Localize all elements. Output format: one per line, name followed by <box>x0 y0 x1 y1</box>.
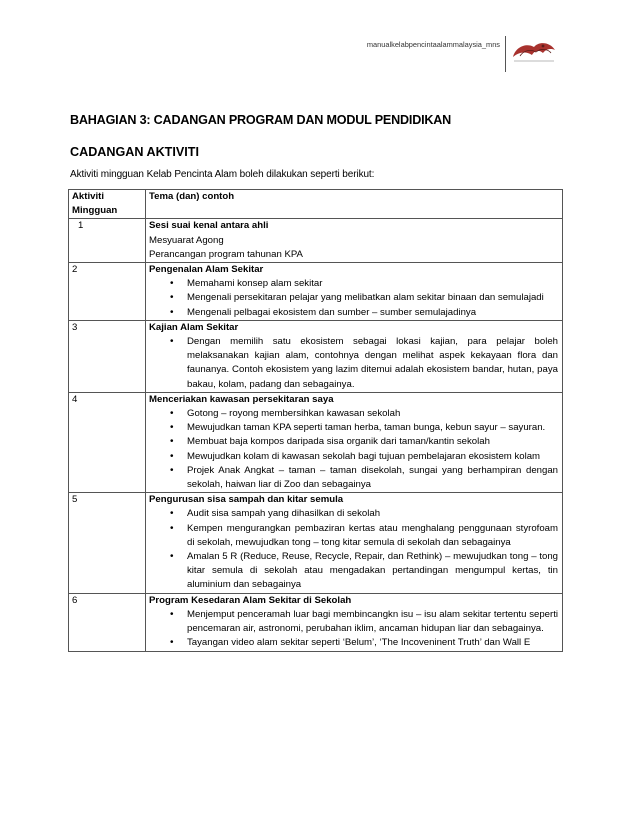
section-title: BAHAGIAN 3: CADANGAN PROGRAM DAN MODUL PENDIDIKAN <box>70 113 452 127</box>
bullet-list <box>149 335 558 392</box>
bullet-item: • Kempen mengurangkan pembaziran kertas atau menghalang penggunaan styrofoam di sekolah, mewujudkan tong – tong kitar semula di sekolah dan sebagainya <box>149 522 558 550</box>
theme-cell <box>146 219 563 263</box>
bullet-item: • Projek Anak Angkat – taman – taman disekolah, sungai yang berhampiran dengan sekolah, haiwan liar di Zoo dan sebagainya <box>149 464 558 492</box>
theme-title: Pengurusan sisa sampah dan kitar semula <box>149 494 344 506</box>
theme-title: Pengenalan Alam Sekitar <box>149 264 264 276</box>
bullet-item: • Mewujudkan kolam di kawasan sekolah bagi tujuan pembelajaran ekosistem kolam <box>149 450 558 464</box>
table-row <box>69 263 563 321</box>
bullet-item: • Membuat baja kompos daripada sisa organik dari taman/kantin sekolah <box>149 435 558 449</box>
header-divider <box>505 36 506 72</box>
header-weekly-activity-line1: Aktiviti <box>72 191 104 202</box>
week-number: 2 <box>69 263 146 321</box>
bullet-item: • Mengenali pelbagai ekosistem dan sumber – sumber semulajadinya <box>149 306 558 320</box>
theme-cell <box>146 320 563 392</box>
bullet-item: • Amalan 5 R (Reduce, Reuse, Recycle, Repair, dan Rethink) – mewujudkan tong – tong kitar semula di sekolah atau mengadakan pertandingan mengumpul kertas, tin aluminium dan sebagainya <box>149 550 558 593</box>
header-source-text: manualkelabpencintaalammalaysia_mns <box>366 40 500 49</box>
activities-table <box>68 189 563 652</box>
theme-title: Program Kesedaran Alam Sekitar di Sekolah <box>149 594 352 606</box>
bullet-list <box>149 608 558 651</box>
bullet-item: • Gotong – royong membersihkan kawasan sekolah <box>149 407 558 421</box>
table-row <box>69 593 563 651</box>
week-number: 5 <box>69 493 146 593</box>
table-row <box>69 493 563 593</box>
table-header-row <box>69 190 563 219</box>
table-body <box>69 219 563 651</box>
bullet-item: • Dengan memilih satu ekosistem sebagai lokasi kajian, para pelajar boleh melaksanakan kajian alam, contohnya dengan melihat aspek kekayaan flora dan faunanya. Contoh ekosistem yang lazim ditemui adalah ekosistem bandar, hutan, paya bakau, kolam, padang dan sebagainya. <box>149 335 558 392</box>
theme-cell <box>146 493 563 593</box>
week-number: 4 <box>69 392 146 492</box>
table-row <box>69 320 563 392</box>
theme-line: Perancangan program tahunan KPA <box>149 248 303 260</box>
sub-title: CADANGAN AKTIVITI <box>70 145 199 159</box>
header-weekly-activity-line2: Mingguan <box>72 205 118 217</box>
bullet-item: • Menjemput penceramah luar bagi membincangkn isu – isu alam sekitar tertentu seperti pencemaran air, astronomi, perubahan iklim, ancaman hidupan liar dan sebagainya. <box>149 608 558 636</box>
table-row <box>69 219 563 263</box>
bullet-item: • Mewujudkan taman KPA seperti taman herba, taman bunga, kebun sayur – sayuran. <box>149 421 558 435</box>
header-weekly-activity <box>69 190 146 219</box>
bullet-item: • Memahami konsep alam sekitar <box>149 277 558 291</box>
bullet-list <box>149 507 558 592</box>
week-number: 3 <box>69 320 146 392</box>
intro-text: Aktiviti mingguan Kelab Pencinta Alam boleh dilakukan seperti berikut: <box>70 169 375 180</box>
bullet-list <box>149 407 558 492</box>
kpa-logo-graphic <box>510 37 558 71</box>
bullet-item: • Tayangan video alam sekitar seperti ‘Belum’, ‘The Incoveninent Truth’ dan Wall E <box>149 636 558 650</box>
theme-title: Menceriakan kawasan persekitaran saya <box>149 393 334 405</box>
bullet-list <box>149 277 558 320</box>
kpa-logo <box>510 37 558 71</box>
header-theme: Tema (dan) contoh <box>146 190 563 219</box>
bullet-item: • Audit sisa sampah yang dihasilkan di sekolah <box>149 507 558 521</box>
week-number: 6 <box>69 593 146 651</box>
theme-cell <box>146 263 563 321</box>
bullet-item: • Mengenali persekitaran pelajar yang melibatkan alam sekitar binaan dan semulajadi <box>149 291 558 305</box>
theme-line: Mesyuarat Agong <box>149 234 224 246</box>
table-row <box>69 392 563 492</box>
theme-title: Sesi suai kenal antara ahli <box>149 220 269 232</box>
theme-cell <box>146 392 563 492</box>
week-number: 1 <box>69 219 146 263</box>
theme-cell <box>146 593 563 651</box>
theme-title: Kajian Alam Sekitar <box>149 321 239 333</box>
